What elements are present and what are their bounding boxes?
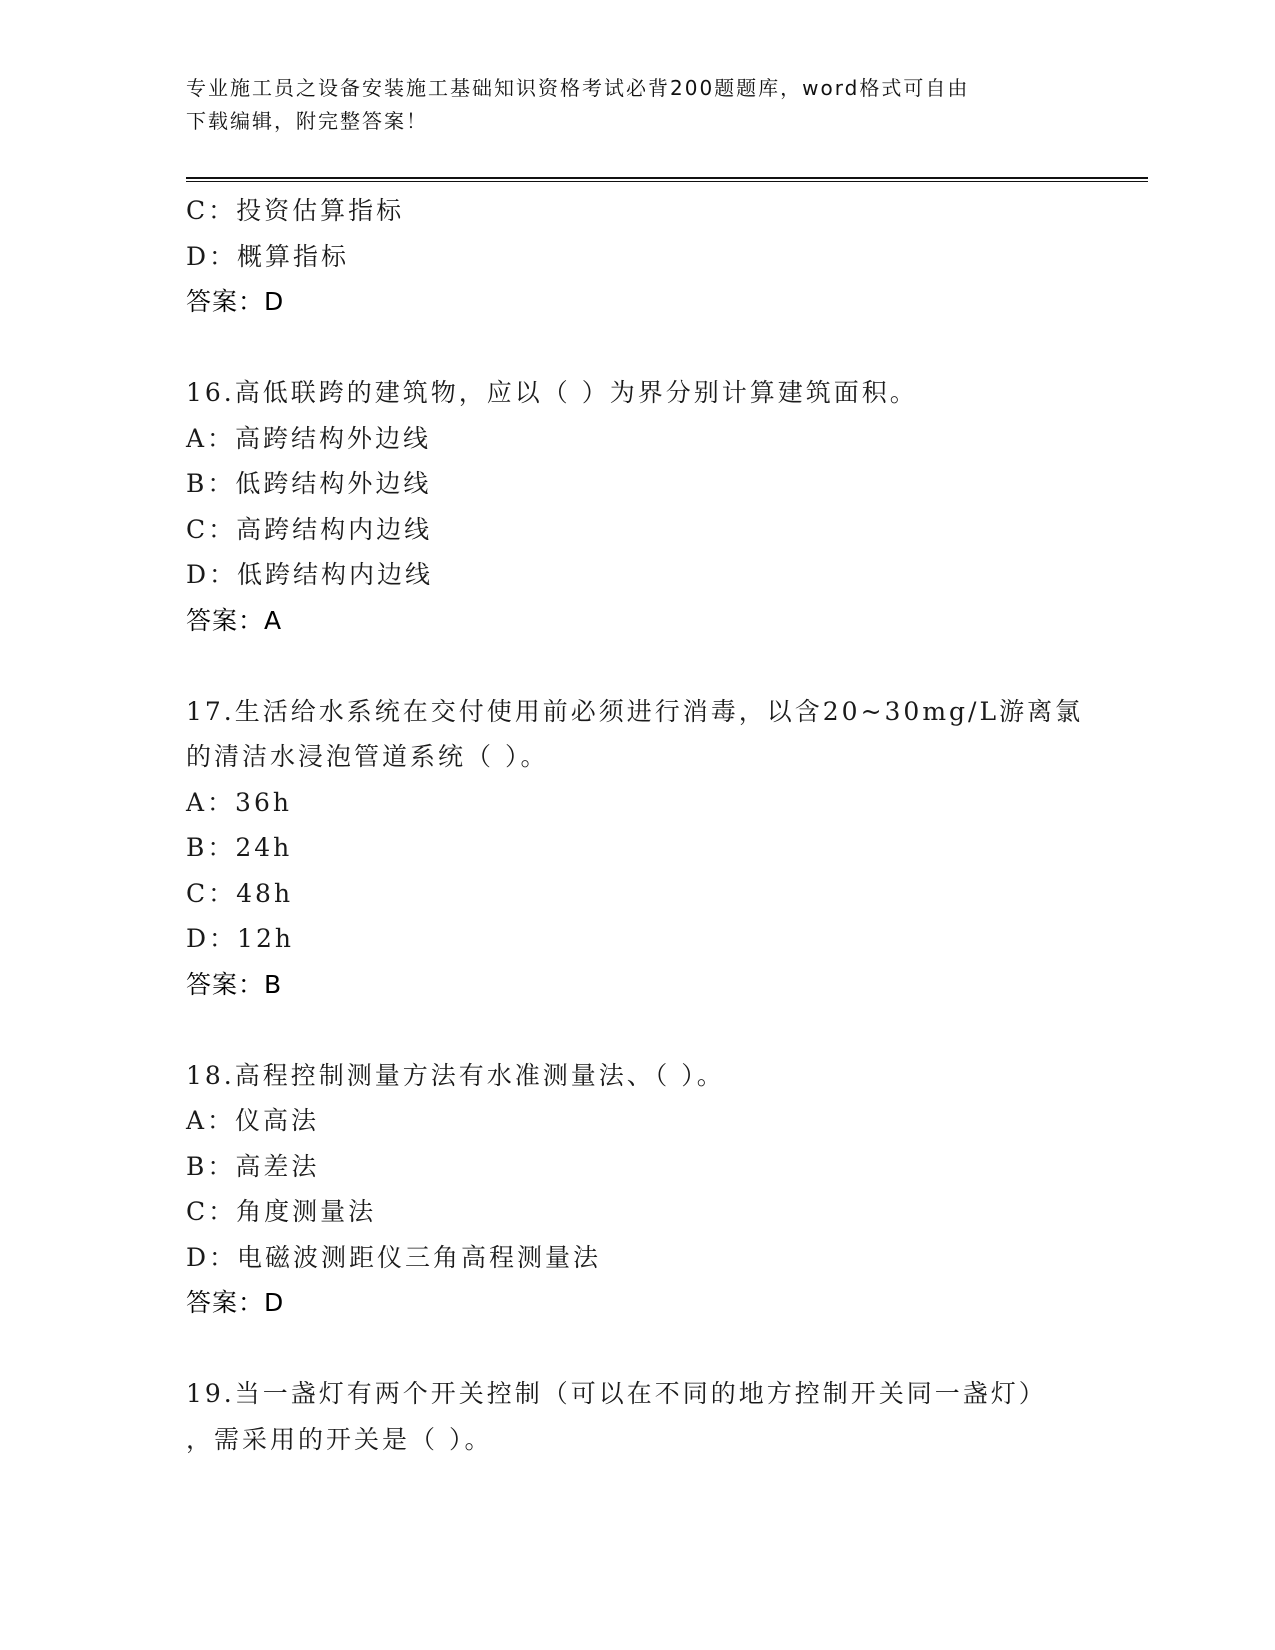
option-d: D：低跨结构内边线: [186, 560, 434, 589]
option-d: D：概算指标: [186, 241, 350, 271]
header-line-1: 专业施工员之设备安装施工基础知识资格考试必背200题题库，word格式可自由: [186, 76, 970, 100]
question-16: [186, 370, 1086, 643]
answer-line: 答案：A: [186, 605, 283, 635]
prev-question-block: [186, 188, 1086, 325]
spacer: [186, 1326, 1086, 1372]
option-a: A：高跨结构外边线: [186, 423, 432, 453]
answer-line: 答案：D: [186, 1288, 285, 1317]
question-stem-line-1: 19.当一盏灯有两个开关控制（可以在不同的地方控制开关同一盏灯）: [186, 1379, 1047, 1408]
option-d: D：电磁波测距仪三角高程测量法: [186, 1242, 602, 1272]
question-18: [186, 1053, 1086, 1326]
option-a: A：仪高法: [186, 1106, 320, 1135]
option-c: C：投资估算指标: [186, 196, 405, 225]
answer-line: 答案：D: [186, 287, 285, 316]
header-divider-thin: [186, 181, 1148, 182]
question-list: [186, 188, 1086, 1462]
answer-line: 答案：B: [186, 969, 283, 999]
option-b: B：低跨结构外边线: [186, 469, 432, 498]
question-stem: 18.高程控制测量方法有水准测量法、（ ）。: [186, 1060, 725, 1090]
question-stem-line-2: 的清洁水浸泡管道系统（ ）。: [186, 742, 549, 771]
header-line-2: 下载编辑，附完整答案！: [186, 109, 428, 133]
spacer: [186, 1007, 1086, 1053]
option-b: B：24h: [186, 833, 293, 862]
question-stem-line-2: ，需采用的开关是（ ）。: [186, 1424, 493, 1454]
option-c: C：48h: [186, 878, 294, 908]
option-b: B：高差法: [186, 1151, 320, 1181]
question-stem-line-1: 17.生活给水系统在交付使用前必须进行消毒，以含20~30mg/L游离氯: [186, 696, 1084, 726]
spacer: [186, 643, 1086, 689]
spacer: [186, 325, 1086, 371]
option-c: C：角度测量法: [186, 1197, 377, 1226]
question-stem: 16.高低联跨的建筑物，应以（ ）为界分别计算建筑面积。: [186, 378, 918, 407]
option-c: C：高跨结构内边线: [186, 514, 433, 544]
question-19: [186, 1371, 1086, 1462]
question-17: [186, 689, 1086, 1008]
header-divider: [186, 177, 1148, 179]
option-d: D：12h: [186, 924, 294, 953]
option-a: A：36h: [186, 787, 292, 817]
document-header: [186, 72, 1066, 138]
